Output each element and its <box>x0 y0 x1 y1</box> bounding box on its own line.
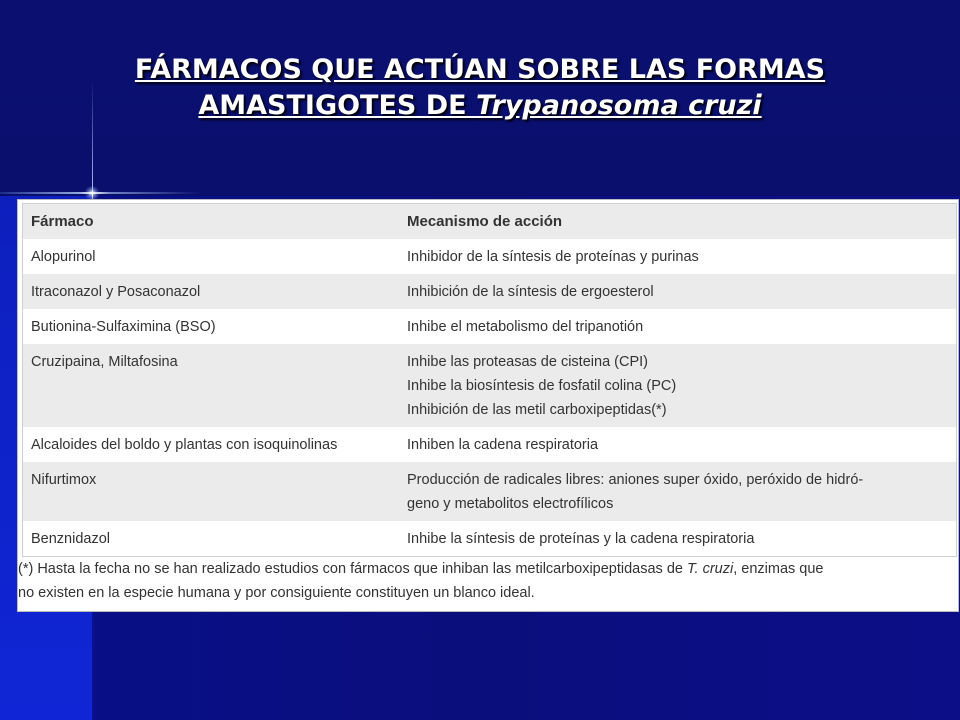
table-row <box>23 521 956 556</box>
footnote-line-1 <box>18 557 958 581</box>
mechanism-line: Inhibe la biosíntesis de fosfatil colina (PC) <box>407 378 677 394</box>
table-row <box>23 309 956 344</box>
table-body <box>23 239 956 556</box>
footnote-part-1: (*) Hasta la fecha no se han realizado estudios con fármacos que inhiban las metilcarboxipeptidasas de <box>18 561 687 577</box>
mechanism-cell <box>399 309 956 344</box>
mechanism-line: Inhibidor de la síntesis de proteínas y purinas <box>407 249 699 265</box>
drug-cell: Alopurinol <box>31 249 96 265</box>
table-row <box>23 344 956 427</box>
table-footnote <box>18 557 958 605</box>
table-row <box>23 239 956 274</box>
table-row <box>23 462 956 521</box>
title-line-2 <box>40 88 920 124</box>
slide-title <box>40 52 920 124</box>
light-flare-spark <box>84 186 100 200</box>
footnote-part-2: , enzimas que <box>733 561 824 577</box>
mechanism-line: Inhibe las proteasas de cisteina (CPI) <box>407 354 648 370</box>
drug-cell: Alcaloides del boldo y plantas con isoquinolinas <box>31 437 338 453</box>
drug-cell: Butionina-Sulfaximina (BSO) <box>31 319 216 335</box>
mechanism-cell <box>399 239 956 274</box>
light-flare-horizontal <box>0 192 200 194</box>
mechanism-cell <box>399 462 956 521</box>
title-line-2-italic: Trypanosoma cruzi <box>476 90 762 121</box>
mechanism-line: Inhiben la cadena respiratoria <box>407 437 599 453</box>
mechanism-cell <box>399 344 956 427</box>
drug-table-card <box>17 199 959 612</box>
mechanism-line: Inhibición de las metil carboxipeptidas(*) <box>407 402 667 418</box>
header-mechanism: Mecanismo de acción <box>407 213 563 230</box>
title-line-2-plain: AMASTIGOTES DE <box>198 90 477 121</box>
footnote-italic: T. cruzi <box>687 561 734 577</box>
mechanism-line: Producción de radicales libres: aniones super óxido, peróxido de hidró- <box>407 472 864 488</box>
mechanism-cell <box>399 521 956 556</box>
drug-cell: Nifurtimox <box>31 472 97 488</box>
table-header-row <box>23 204 956 239</box>
drug-cell: Cruzipaina, Miltafosina <box>31 354 178 370</box>
mechanism-line: Inhibición de la síntesis de ergoesterol <box>407 284 654 300</box>
table-row <box>23 427 956 462</box>
mechanism-line: geno y metabolitos electrofílicos <box>407 496 614 512</box>
mechanism-line: Inhibe el metabolismo del tripanotión <box>407 319 644 335</box>
drug-cell: Benznidazol <box>31 531 110 547</box>
drug-cell: Itraconazol y Posaconazol <box>31 284 201 300</box>
mechanism-cell <box>399 274 956 309</box>
footnote-line-2: no existen en la especie humana y por consiguiente constituyen un blanco ideal. <box>18 585 535 601</box>
mechanism-line: Inhibe la síntesis de proteínas y la cadena respiratoria <box>407 531 755 547</box>
mechanism-cell <box>399 427 956 462</box>
title-line-1: FÁRMACOS QUE ACTÚAN SOBRE LAS FORMAS <box>134 54 826 85</box>
drug-table <box>22 203 957 557</box>
header-drug: Fármaco <box>31 213 94 230</box>
table-row <box>23 274 956 309</box>
